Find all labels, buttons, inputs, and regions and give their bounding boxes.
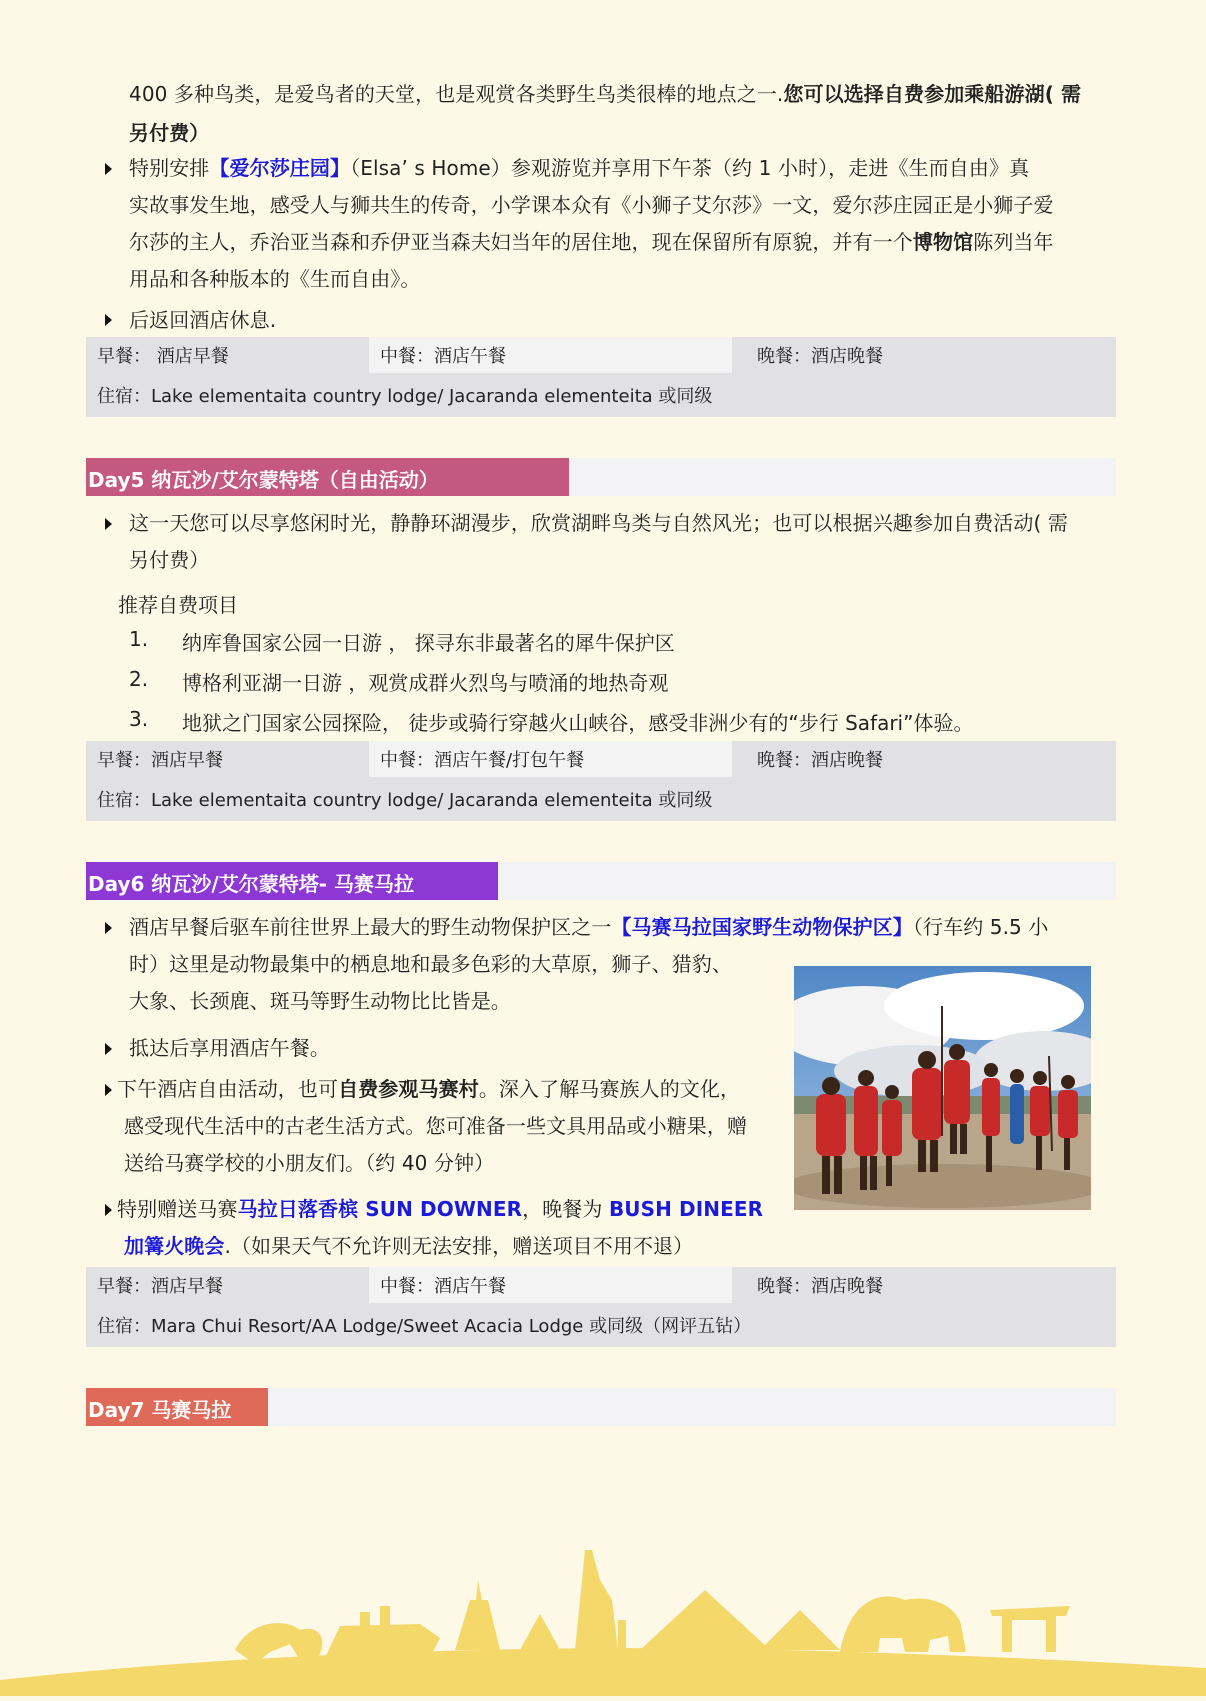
day5-title: Day5 纳瓦沙/艾尔蒙特塔（自由活动） — [86, 458, 569, 496]
dinner-cell: 晚餐：酒店晚餐 — [757, 1276, 883, 1297]
item-number: 3. — [129, 707, 149, 731]
day6-title: Day6 纳瓦沙/艾尔蒙特塔- 马赛马拉 — [86, 862, 498, 900]
dinner-cell: 晚餐：酒店晚餐 — [757, 346, 883, 367]
day5-intro: 这一天您可以尽享悠闲时光，静静环湖漫步，欣赏湖畔鸟类与自然风光；也可以根据兴趣参加自费活动( 需 另付费） — [129, 511, 1068, 572]
day6-drive: 酒店早餐后驱车前往世界上最大的野生动物保护区之一【马赛马拉国家野生动物保护区】（行车约 5.5 小 时）这里是动物最集中的栖息地和最多色彩的大草原，狮子、猎豹、 大象、长颈鹿、斑马等野生动物比比皆是。 — [129, 915, 1049, 1013]
lodging-cell: 住宿：Lake elementaita country lodge/ Jacaranda elementeita 或同级 — [97, 386, 713, 407]
meal-table — [86, 741, 1116, 821]
day7-header — [86, 1388, 1116, 1426]
optional-item: 博格利亚湖一日游 ，观赏成群火烈鸟与喷涌的地热奇观 — [182, 671, 669, 695]
lunch-cell: 中餐：酒店午餐 — [380, 346, 506, 367]
footer-skyline-decoration — [0, 1540, 1206, 1696]
bullet-icon — [105, 922, 112, 934]
lake-description: 400 多种鸟类，是爱鸟者的天堂，也是观赏各类野生鸟类很棒的地点之一.您可以选择自费参加乘船游湖( 需 — [129, 82, 1082, 106]
meal-table — [86, 1267, 1116, 1347]
lodging-cell: 住宿：Mara Chui Resort/AA Lodge/Sweet Acacia Lodge 或同级（网评五钻） — [97, 1316, 752, 1337]
elsa-link[interactable]: 【爱尔莎庄园】 — [209, 156, 351, 180]
bullet-icon — [105, 1084, 112, 1096]
bonfire-link[interactable]: 加篝火晚会 — [124, 1234, 225, 1258]
sundowner-link[interactable]: 马拉日落香槟 SUN DOWNER — [237, 1197, 523, 1221]
recommend-heading: 推荐自费项目 — [118, 593, 238, 617]
breakfast-cell: 早餐： 酒店早餐 — [97, 346, 229, 367]
day6-village: 下午酒店自由活动，也可自费参观马赛村。深入了解马赛族人的文化， 感受现代生活中的古老生活方式。您可准备一些文具用品或小糖果，赠 送给马赛学校的小朋友们。（约 40 分钟） — [117, 1077, 748, 1175]
lake-description-cont: 另付费） — [129, 121, 210, 145]
bullet-icon — [105, 314, 112, 326]
lunch-cell: 中餐：酒店午餐 — [380, 1276, 506, 1297]
bullet-icon — [105, 518, 112, 530]
bullet-icon — [105, 163, 112, 175]
day6-header — [86, 862, 1116, 900]
optional-item: 纳库鲁国家公园一日游 ， 探寻东非最著名的犀牛保护区 — [182, 631, 675, 655]
item-number: 1. — [129, 627, 149, 651]
bush-dinner-link[interactable]: BUSH DINEER — [608, 1197, 764, 1221]
bullet-icon — [105, 1204, 112, 1216]
meal-table — [86, 337, 1116, 417]
optional-item: 地狱之门国家公园探险， 徒步或骑行穿越火山峡谷，感受非洲少有的“步行 Safari”体验。 — [182, 711, 974, 735]
elsa-paragraph: 特别安排【爱尔莎庄园】（Elsa’ s Home）参观游览并享用下午茶（约 1 小时），走进《生而自由》真 实故事发生地，感受人与狮共生的传奇，小学课本众有《小狮子艾尔莎》一文，爱尔莎庄园正是小狮子爱 尔莎的主人，乔治亚当森和乔伊亚当森夫妇当年的居住地，现在保留所有原貌，并有一个博物馆陈列当年 用品和各种版本的《生而自由》。 — [129, 156, 1054, 291]
breakfast-cell: 早餐：酒店早餐 — [97, 1276, 223, 1297]
dinner-cell: 晚餐：酒店晚餐 — [757, 750, 883, 771]
lodging-cell: 住宿：Lake elementaita country lodge/ Jacaranda elementeita 或同级 — [97, 790, 713, 811]
masai-mara-link[interactable]: 【马赛马拉国家野生动物保护区】 — [611, 915, 913, 939]
day5-header — [86, 458, 1116, 496]
item-number: 2. — [129, 667, 149, 691]
day6-sundowner: 特别赠送马赛马拉日落香槟 SUN DOWNER，晚餐为 BUSH DINEER 加篝火晚会.（如果天气不允许则无法安排，赠送项目不用不退） — [117, 1197, 764, 1258]
day6-lunch: 抵达后享用酒店午餐。 — [129, 1036, 330, 1060]
masai-dance-photo — [794, 966, 1091, 1210]
bullet-icon — [105, 1043, 112, 1055]
return-hotel-text: 后返回酒店休息. — [129, 308, 277, 332]
breakfast-cell: 早餐：酒店早餐 — [97, 750, 223, 771]
lunch-cell: 中餐：酒店午餐/打包午餐 — [380, 750, 585, 771]
day7-title: Day7 马赛马拉 — [86, 1388, 268, 1426]
